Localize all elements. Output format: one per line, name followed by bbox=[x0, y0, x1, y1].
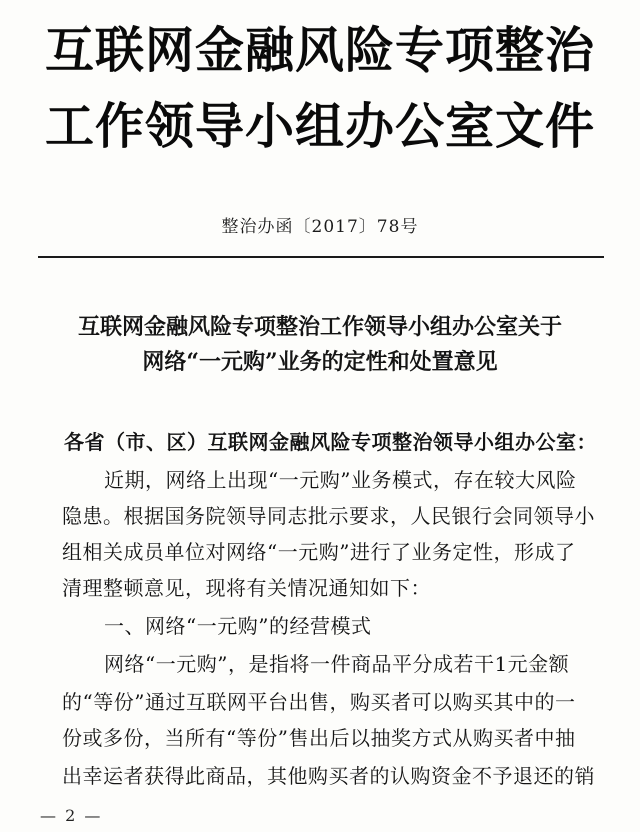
masthead-line-2: 工作领导小组办公室文件 bbox=[44, 97, 595, 155]
paragraph-2-line-2: 的“等份”通过互联网平台出售，购买者可以购买其中的一 bbox=[62, 690, 576, 714]
page-number: — 2 — bbox=[40, 806, 103, 825]
header-divider bbox=[38, 256, 604, 258]
paragraph-1-line-1: 近期，网络上出现“一元购”业务模式，存在较大风险 bbox=[104, 468, 577, 492]
paragraph-2-line-1: 网络“一元购”，是指将一件商品平分成若干1元金额 bbox=[104, 652, 570, 676]
section-1-heading: 一、网络“一元购”的经营模式 bbox=[104, 614, 372, 638]
paragraph-1-line-4: 清理整顿意见，现将有关情况通知如下： bbox=[62, 576, 431, 600]
paragraph-2-line-4: 出幸运者获得此商品，其他购买者的认购资金不予退还的销 bbox=[62, 764, 595, 788]
masthead-line-1: 互联网金融风险专项整治 bbox=[44, 21, 595, 79]
subject-line-2: 网络“一元购”业务的定性和处置意见 bbox=[142, 349, 498, 375]
addressee: 各省（市、区）互联网金融风险专项整治领导小组办公室： bbox=[64, 430, 597, 454]
paragraph-1-line-2: 隐患。根据国务院领导同志批示要求，人民银行会同领导小 bbox=[62, 504, 595, 528]
subject-line-1: 互联网金融风险专项整治工作领导小组办公室关于 bbox=[77, 314, 562, 340]
document-number: 整治办函〔2017〕78号 bbox=[221, 217, 419, 237]
paragraph-1-line-3: 组相关成员单位对网络“一元购”进行了业务定性，形成了 bbox=[62, 540, 576, 564]
paragraph-2-line-3: 份或多份，当所有“等份”售出后以抽奖方式从购买者中抽 bbox=[62, 726, 576, 750]
